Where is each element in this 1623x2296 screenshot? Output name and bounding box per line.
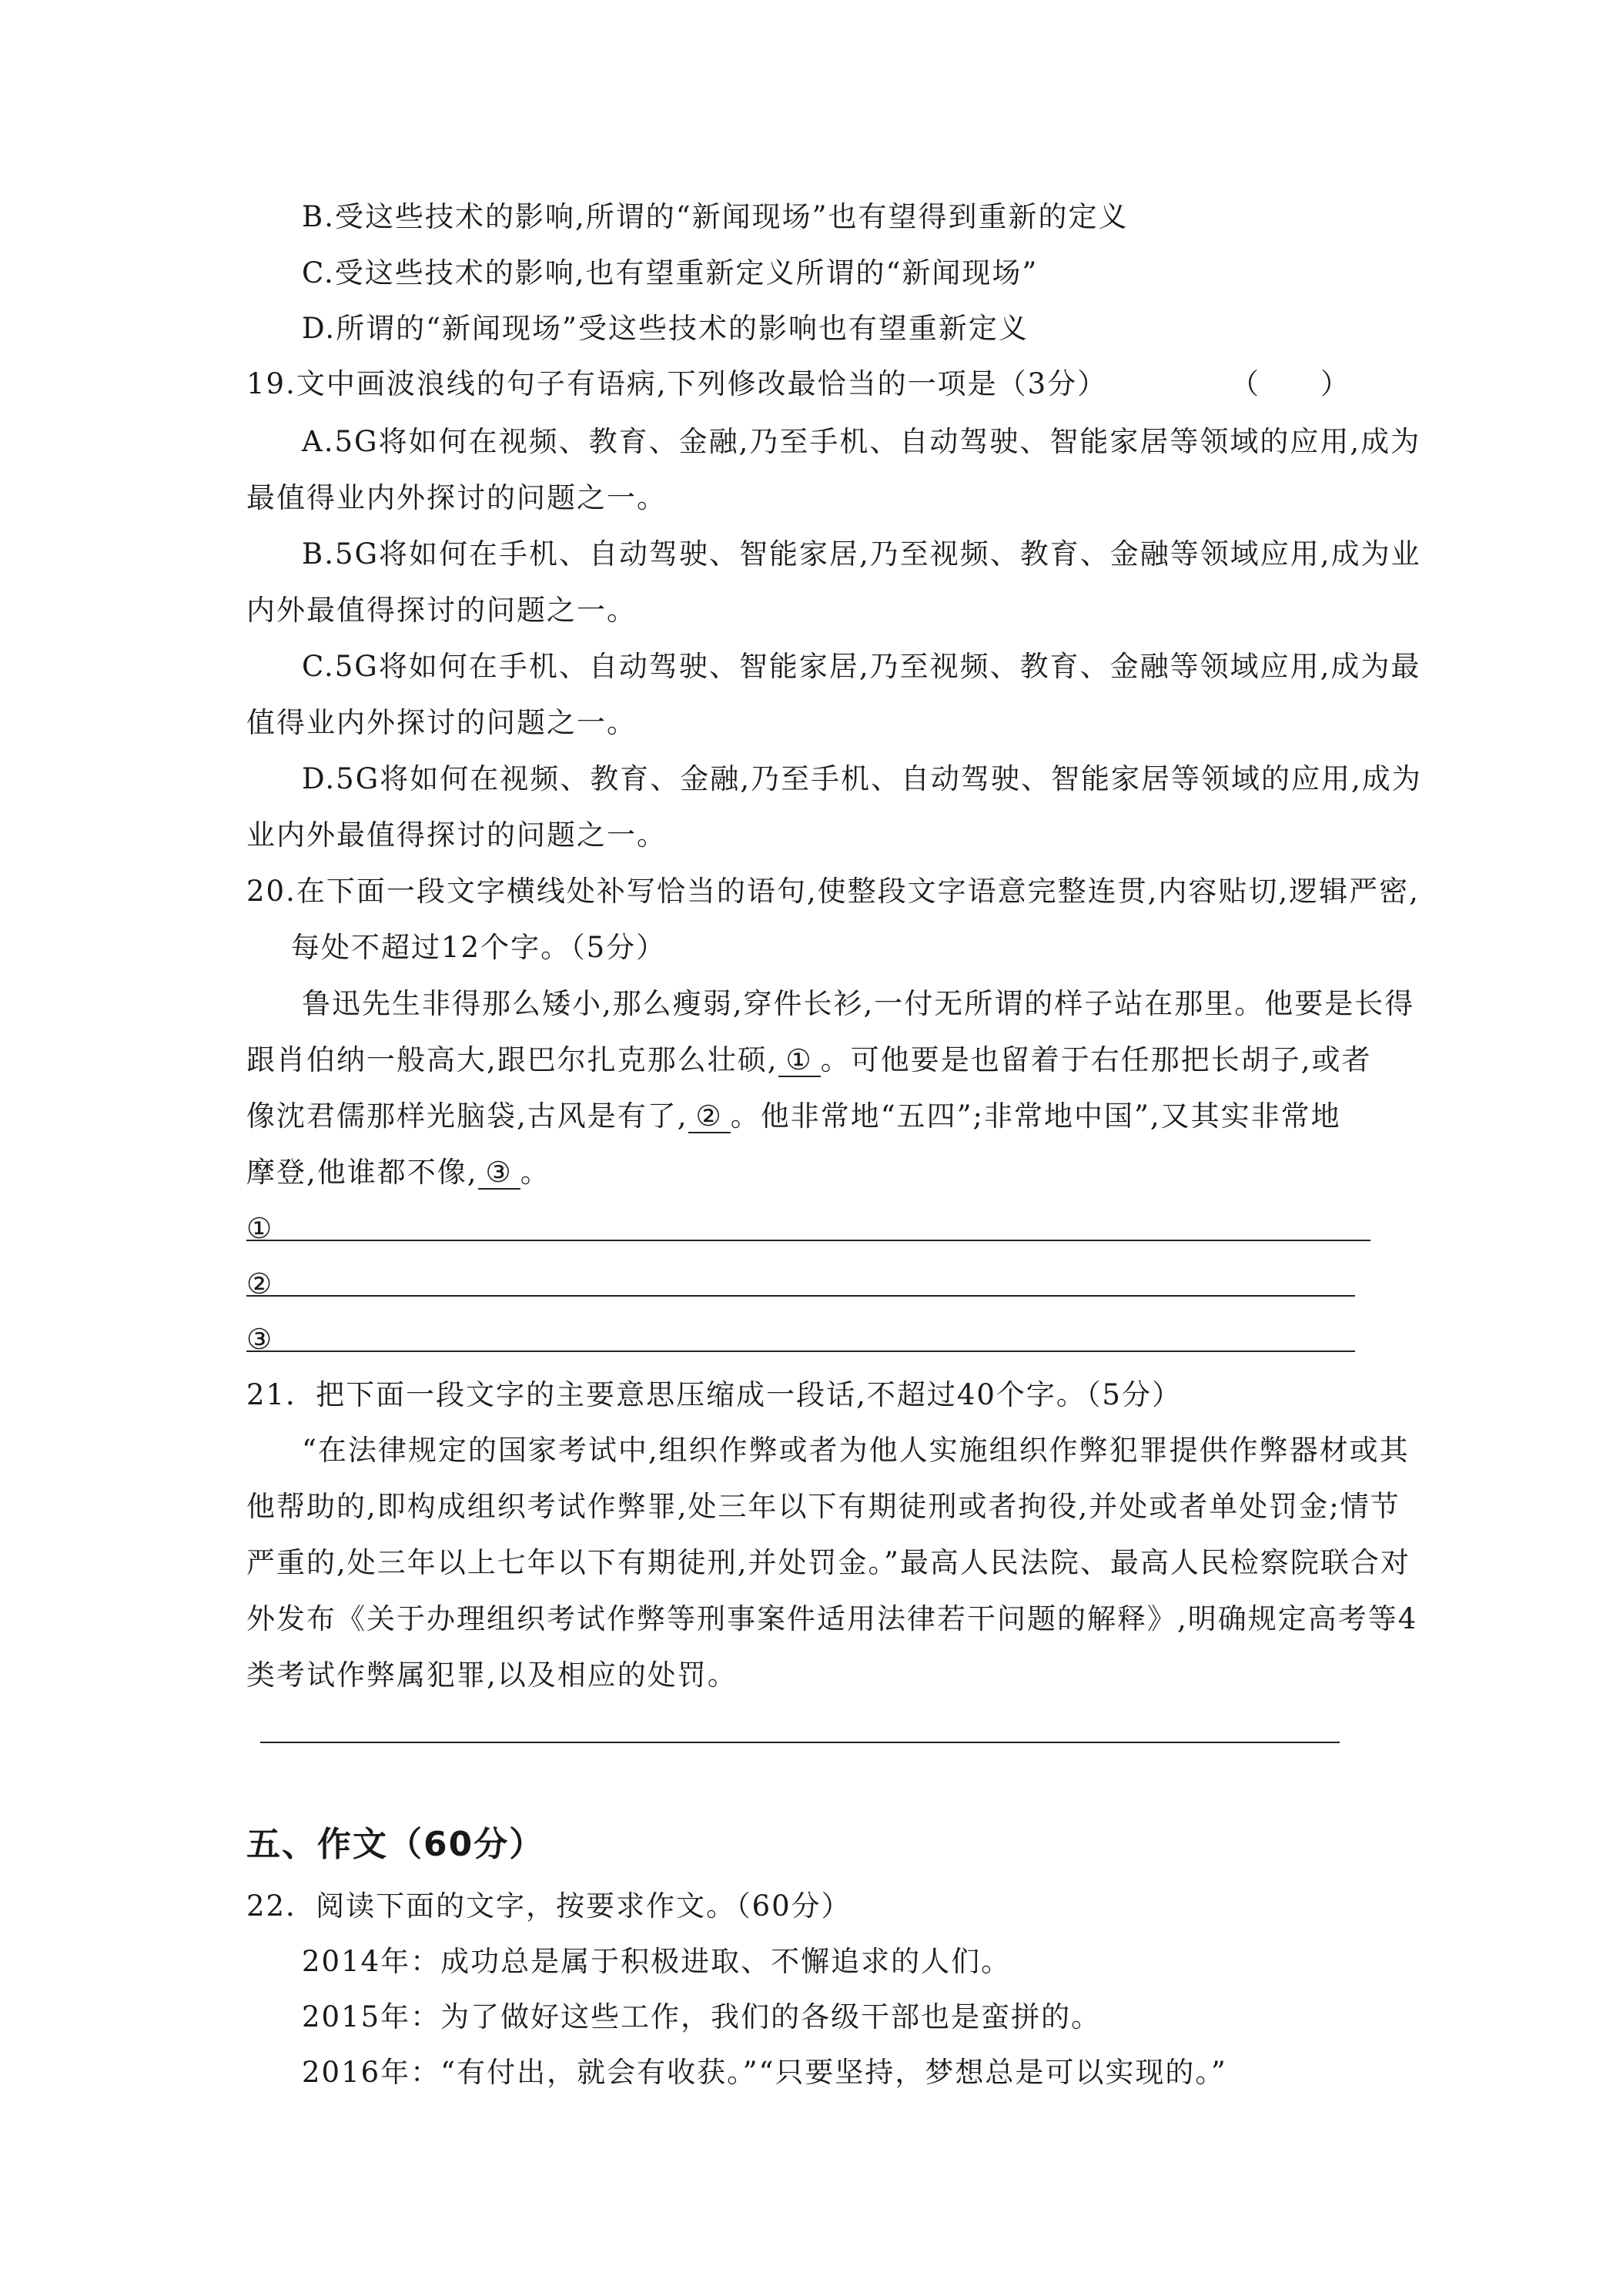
q19-option-c-line1: C.5G将如何在手机、自动驾驶、智能家居,乃至视频、教育、金融等领域应用,成为最: [302, 650, 1421, 683]
q20-stem-line2: 每处不超过12个字。（5分）: [291, 931, 667, 964]
q19-option-a-line1: A.5G将如何在视频、教育、金融,乃至手机、自动驾驶、智能家居等领域的应用,成为: [302, 425, 1421, 458]
q19-option-b-line1: B.5G将如何在手机、自动驾驶、智能家居,乃至视频、教育、金融等领域应用,成为业: [302, 537, 1421, 571]
q20-answer-line-2[interactable]: [246, 1295, 1355, 1297]
q21-passage-line1: “在法律规定的国家考试中,组织作弊或者为他人实施组织作弊犯罪提供作弊器材或其: [302, 1434, 1410, 1467]
q20-passage-line4: [246, 1156, 550, 1190]
q20-answer-line-3[interactable]: [246, 1350, 1355, 1352]
q20-passage-line4-text-a: 摩登,他谁都不像,: [246, 1156, 478, 1189]
q19-option-c-line2: 值得业内外探讨的问题之一。: [246, 706, 637, 739]
q22-stem: 22．阅读下面的文字，按要求作文。（60分）: [246, 1889, 852, 1923]
q20-passage-line2-text-a: 跟肖伯纳一般高大,跟巴尔扎克那么壮硕,: [246, 1043, 778, 1076]
q21-stem: 21．把下面一段文字的主要意思压缩成一段话,不超过40个字。（5分）: [246, 1378, 1182, 1411]
q22-quote-2014: 2014年：成功总是属于积极进取、不懈追求的人们。: [302, 1945, 1012, 1978]
q19-option-d-line1: D.5G将如何在视频、教育、金融,乃至手机、自动驾驶、智能家居等领域的应用,成为: [302, 762, 1422, 795]
q19-stem: 19.文中画波浪线的句子有语病,下列修改最恰当的一项是（3分）: [246, 367, 1108, 400]
q20-passage-line2: [246, 1043, 1371, 1077]
q20-blank-1: ①: [778, 1045, 821, 1077]
q18-option-d: D.所谓的“新闻现场”受这些技术的影响也有望重新定义: [302, 312, 1029, 345]
q18-option-c: C.受这些技术的影响,也有望重新定义所谓的“新闻现场”: [302, 256, 1039, 290]
q18-option-b: B.受这些技术的影响,所谓的“新闻现场”也有望得到重新的定义: [302, 200, 1129, 233]
q20-answer-line-1[interactable]: [246, 1240, 1370, 1241]
q20-passage-line3-text-b: 。他非常地“五四”;非常地中国”,又其实非常地: [730, 1099, 1341, 1133]
q20-passage-line1: 鲁迅先生非得那么矮小,那么瘦弱,穿件长衫,一付无所谓的样子站在那里。他要是长得: [302, 987, 1415, 1020]
q21-answer-line[interactable]: [260, 1742, 1340, 1743]
q20-stem-line1: 20.在下面一段文字横线处补写恰当的语句,使整段文字语意完整连贯,内容贴切,逻辑严密,: [246, 875, 1420, 908]
q20-answer-label-2: ②: [246, 1267, 274, 1300]
q19-option-d-line2: 业内外最值得探讨的问题之一。: [246, 818, 667, 852]
q22-quote-2016: 2016年：“有付出，就会有收获。”“只要坚持，梦想总是可以实现的。”: [302, 2056, 1227, 2089]
q20-answer-label-3: ③: [246, 1323, 274, 1356]
q20-passage-line3: [246, 1099, 1341, 1133]
q20-passage-line2-text-b: 。可他要是也留着于右任那把长胡子,或者: [820, 1043, 1372, 1076]
q21-passage-line3: 严重的,处三年以上七年以下有期徒刑,并处罚金。”最高人民法院、最高人民检察院联合对: [246, 1546, 1411, 1579]
q19-option-a-line2: 最值得业内外探讨的问题之一。: [246, 481, 667, 514]
q20-blank-3: ③: [478, 1157, 520, 1190]
q20-blank-2: ②: [688, 1101, 731, 1133]
q21-passage-line5: 类考试作弊属犯罪,以及相应的处罚。: [246, 1658, 738, 1692]
section5-heading: 五、作文（60分）: [246, 1825, 545, 1864]
q19-option-b-line2: 内外最值得探讨的问题之一。: [246, 594, 637, 627]
q20-passage-line4-text-b: 。: [520, 1156, 550, 1189]
q22-quote-2015: 2015年：为了做好这些工作，我们的各级干部也是蛮拼的。: [302, 2000, 1102, 2033]
q19-answer-paren: （ ）: [1230, 367, 1350, 400]
q21-passage-line2: 他帮助的,即构成组织考试作弊罪,处三年以下有期徒刑或者拘役,并处或者单处罚金;情节: [246, 1490, 1400, 1523]
q21-passage-line4: 外发布《关于办理组织考试作弊等刑事案件适用法律若干问题的解释》,明确规定高考等4: [246, 1602, 1418, 1635]
q20-passage-line3-text-a: 像沈君儒那样光脑袋,古风是有了,: [246, 1099, 688, 1133]
q20-answer-label-1: ①: [246, 1212, 274, 1245]
